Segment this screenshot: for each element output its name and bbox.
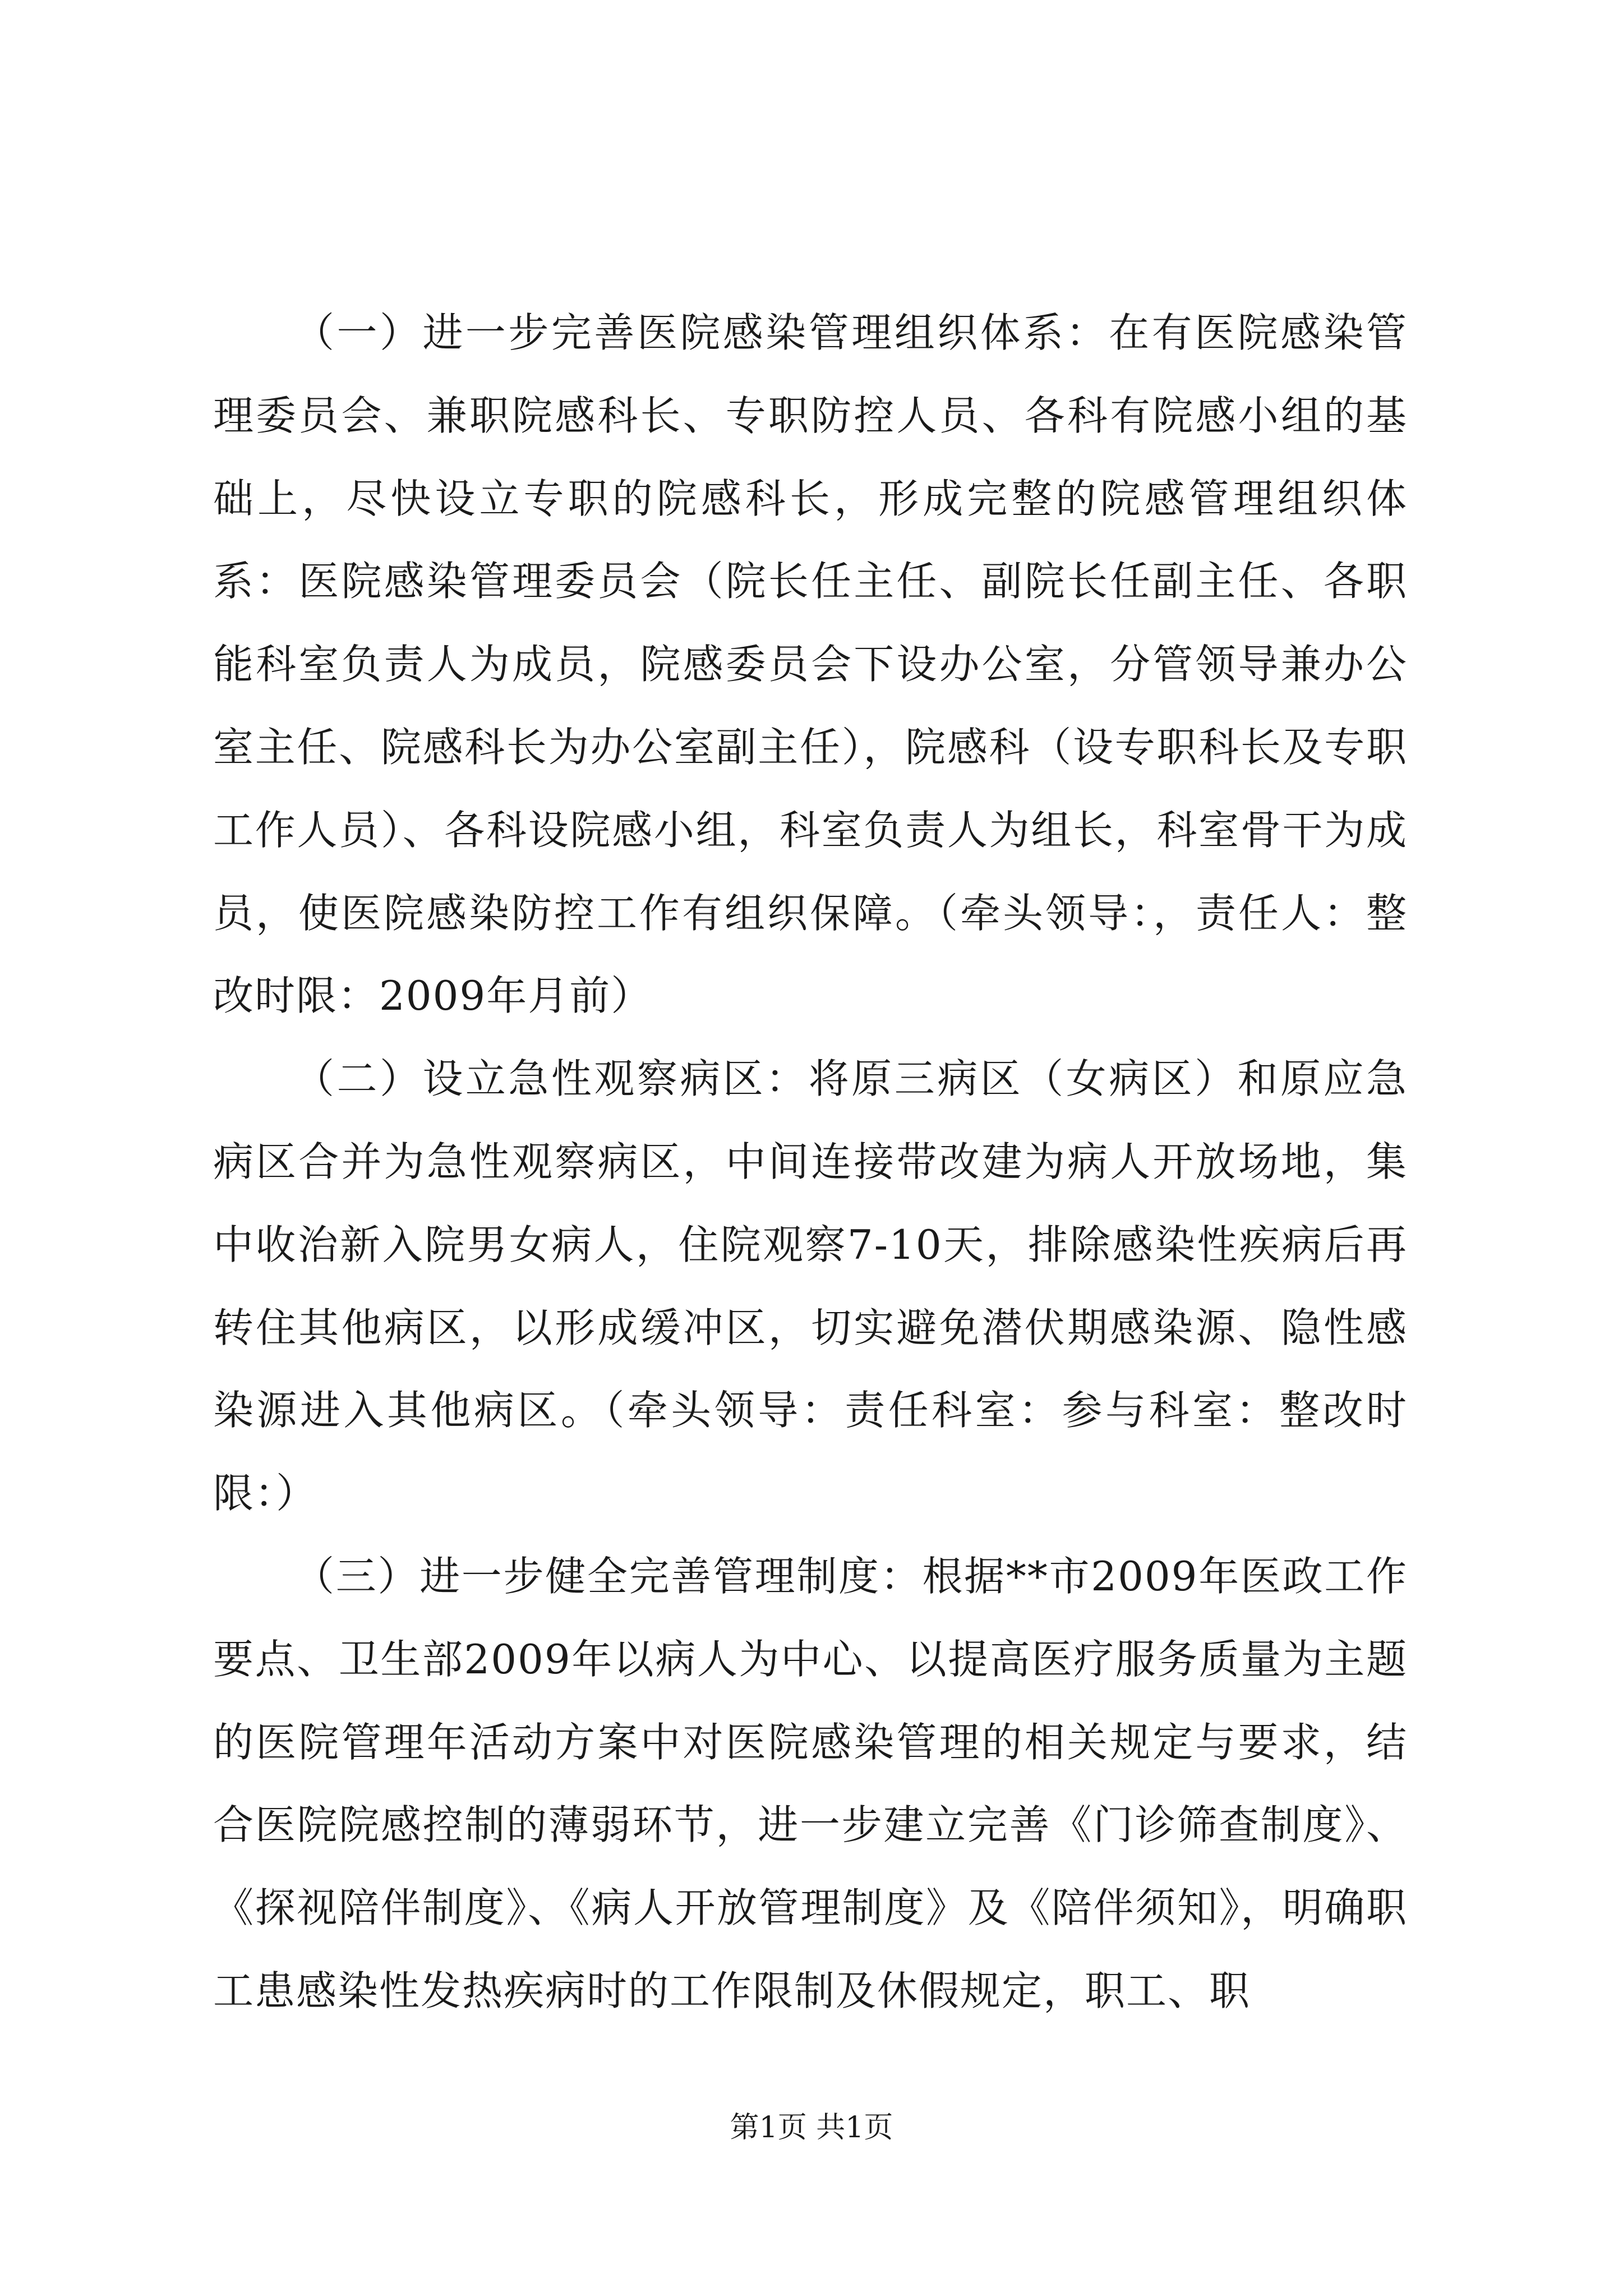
paragraph-org-system: （一）进一步完善医院感染管理组织体系：在有医院感染管理委员会、兼职院感科长、专职防控人员、各科有院感小组的基础上，尽快设立专职的院感科长，形成完整的院感管理组织体系：医院感染管理委员会（院长任主任、副院长任副主任、各职能科室负责人为成员，院感委员会下设办公室，分管领导兼办公室主任、院感科长为办公室副主任），院感科（设专职科长及专职工作人员）、各科设院感小组，科室负责人为组长，科室骨干为成员，使医院感染防控工作有组织保障。（牵头领导：，责任人：整改时限：2009年月前） bbox=[213, 309, 1408, 1020]
paragraph-observation-ward: （二）设立急性观察病区：将原三病区（女病区）和原应急病区合并为急性观察病区，中间连接带改建为病人开放场地，集中收治新入院男女病人，住院观察7-10天，排除感染性疾病后再转住其他病区，以形成缓冲区，切实避免潜伏期感染源、隐性感染源进入其他病区。（牵头领导：责任科室：参与科室：整改时限：） bbox=[213, 1055, 1408, 1517]
page-footer: 第1页 共1页 bbox=[730, 2111, 893, 2145]
document-body bbox=[213, 292, 1408, 2033]
paragraph-management-rules: （三）进一步健全完善管理制度：根据**市2009年医政工作要点、卫生部2009年以病人为中心、以提高医疗服务质量为主题的医院管理年活动方案中对医院感染管理的相关规定与要求，结合医院院感控制的薄弱环节，进一步建立完善《门诊筛查制度》、《探视陪伴制度》、《病人开放管理制度》及《陪伴须知》，明确职工患感染性发热疾病时的工作限制及休假规定，职工、职 bbox=[213, 1552, 1408, 2014]
